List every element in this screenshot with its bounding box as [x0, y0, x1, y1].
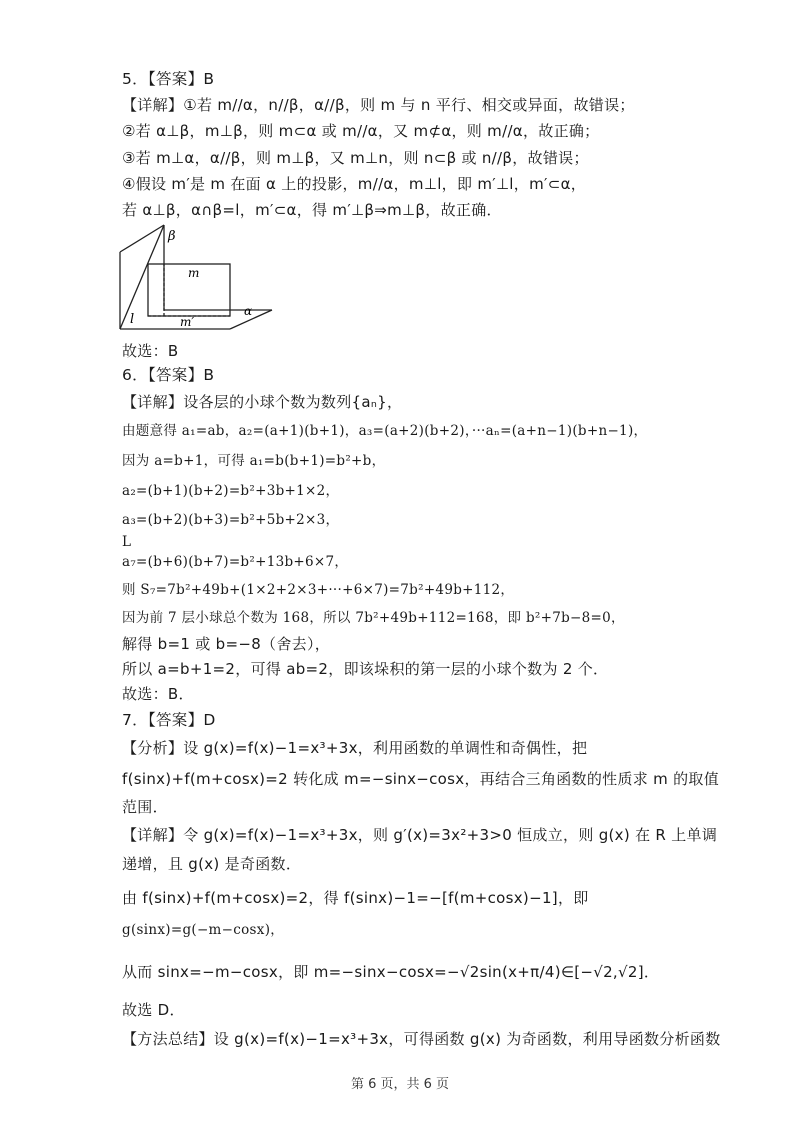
method-summary-line: 【方法总结】设 g(x)=f(x)−1=x³+3x，可得函数 g(x) 为奇函数，利用导函数分析函数: [122, 1030, 721, 1048]
math-line: L: [122, 534, 132, 550]
math-line: 则 S₇=7b²+49b+(1×2+2×3+···+6×7)=7b²+49b+112，: [122, 582, 515, 598]
l-label: l: [130, 312, 135, 327]
choice-line: 故选：B．: [122, 685, 194, 703]
analysis-line: f(sinx)+f(m+cosx)=2 转化成 m=−sinx−cosx，再结合三角函数的性质求 m 的取值: [122, 770, 719, 788]
m-label: m: [188, 266, 200, 280]
math-line: g(sinx)=g(−m−cosx)，: [122, 922, 285, 938]
answer-heading-6: 6．【答案】B: [122, 366, 215, 384]
detail-line: 由 f(sinx)+f(m+cosx)=2，得 f(sinx)−1=−[f(m+cosx)−1]，即: [122, 889, 589, 907]
detail-line: 若 α⊥β，α∩β=l，m′⊂α，得 m′⊥β⇒m⊥β，故正确．: [122, 201, 502, 219]
choice-line: 故选 D．: [122, 1001, 185, 1019]
detail-line: ②若 α⊥β，m⊥β，则 m⊂α 或 m//α，又 m⊄α，则 m//α，故正确；: [122, 122, 600, 140]
beta-label: β: [168, 229, 176, 244]
math-line: a₂=(b+1)(b+2)=b²+3b+1×2，: [122, 483, 340, 499]
choice-line: 故选：B: [122, 342, 179, 360]
detail-line: 解得 b=1 或 b=−8（舍去），: [122, 635, 331, 653]
math-line: 因为 a=b+1，可得 a₁=b(b+1)=b²+b，: [122, 453, 386, 469]
math-line: 因为前 7 层小球总个数为 168，所以 7b²+49b+112=168，即 b²+7b−8=0，: [122, 610, 625, 626]
alpha-label: α: [244, 304, 253, 318]
detail-line: 【详解】①若 m//α，n//β，α//β，则 m 与 n 平行、相交或异面，故错误；: [122, 96, 635, 114]
answer-heading-5: 5．【答案】B: [122, 70, 215, 88]
detail-line: ④假设 m′是 m 在面 α 上的投影，m//α，m⊥l，即 m′⊥l，m′⊂α，: [122, 175, 587, 193]
math-line: a₃=(b+2)(b+3)=b²+5b+2×3，: [122, 512, 340, 528]
detail-line: ③若 m⊥α，α//β，则 m⊥β，又 m⊥n，则 n⊂β 或 n//β，故错误；: [122, 149, 589, 167]
detail-line: 【详解】令 g(x)=f(x)−1=x³+3x，则 g′(x)=3x²+3>0 恒成立，则 g(x) 在 R 上单调: [122, 826, 718, 844]
page-footer: 第 6 页，共 6 页: [350, 1077, 450, 1092]
planes-figure: [118, 222, 278, 336]
detail-line: 递增，且 g(x) 是奇函数．: [122, 855, 302, 873]
detail-line: 所以 a=b+1=2，可得 ab=2，即该垛积的第一层的小球个数为 2 个．: [122, 660, 609, 678]
math-line: a₇=(b+6)(b+7)=b²+13b+6×7，: [122, 554, 349, 570]
analysis-line: 范围．: [122, 798, 168, 816]
m-prime-label: m′: [180, 315, 195, 329]
math-line: 由题意得 a₁=ab，a₂=(a+1)(b+1)，a₃=(a+2)(b+2)，···aₙ=(a+n−1)(b+n−1)，: [122, 423, 648, 439]
answer-heading-7: 7．【答案】D: [122, 711, 216, 729]
detail-line: 【详解】设各层的小球个数为数列{aₙ}，: [122, 393, 403, 411]
detail-line: 从而 sinx=−m−cosx，即 m=−sinx−cosx=−√2sin(x+π/4)∈[−√2,√2]．: [122, 963, 660, 981]
analysis-line: 【分析】设 g(x)=f(x)−1=x³+3x，利用函数的单调性和奇偶性，把: [122, 739, 588, 757]
